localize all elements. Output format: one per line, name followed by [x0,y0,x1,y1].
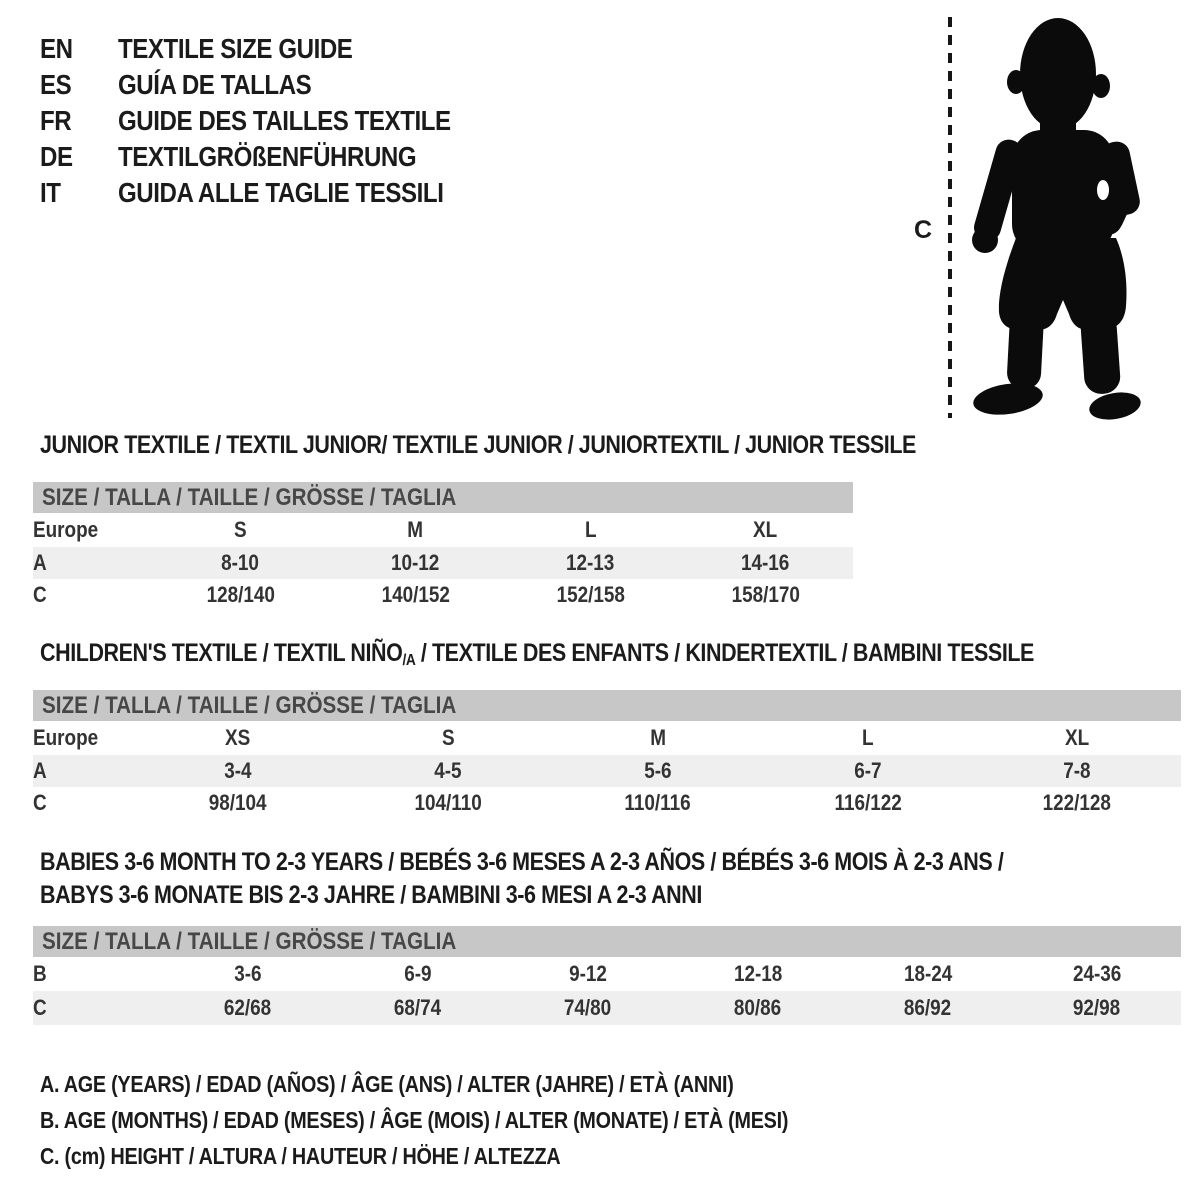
age-cell: 3-4 [133,755,343,787]
height-cell: 74/80 [503,991,673,1025]
months-cell: 9-12 [569,961,607,986]
legend [40,1066,910,1174]
col-header-size: M [650,725,666,750]
height-cell: 122/128 [1042,790,1112,815]
col-header-size: M [407,517,424,542]
language-code: EN [40,33,73,64]
age-cell: 4-5 [343,755,553,787]
children-section-title: CHILDREN'S TEXTILE / TEXTIL NIÑO/A / TEXTILE DES ENFANTS / KINDERTEXTIL / BAMBINI TESSILE [40,639,1034,669]
junior-size-table [33,482,853,611]
table-row-age [33,547,853,579]
size-header-bar: SIZE / TALLA / TAILLE / GRÖSSE / TAGLIA [33,482,853,513]
language-row-fr [40,103,505,139]
language-code: ES [40,69,72,100]
col-header-size: XL [1064,725,1090,750]
col-header-size: S [441,725,455,750]
toddler-silhouette-icon [938,12,1153,422]
babies-size-table [33,926,1181,1025]
height-cell: 140/152 [381,582,450,607]
col-header-size: L [584,517,597,542]
language-title: TEXTILE SIZE GUIDE [118,33,353,64]
size-header-bar: SIZE / TALLA / TAILLE / GRÖSSE / TAGLIA [33,926,1181,957]
height-cell: 62/68 [163,991,333,1025]
col-header-size: S [234,517,247,542]
table-row-height [33,991,1181,1025]
size-header-bar: SIZE / TALLA / TAILLE / GRÖSSE / TAGLIA [33,690,1181,721]
age-cell: 6-7 [763,755,973,787]
age-cell: 10-12 [328,547,503,579]
height-cell: 158/170 [731,582,800,607]
table-row [33,721,1181,755]
legend-line-age-months: B. AGE (MONTHS) / EDAD (MESES) / ÂGE (MOIS) / ALTER (MONATE) / ETÀ (MESI) [40,1107,789,1133]
height-cell: 152/158 [556,582,625,607]
height-cell: 92/98 [1013,991,1181,1025]
months-cell: 3-6 [234,961,262,986]
height-cell: 110/116 [624,790,692,815]
language-header [40,31,505,211]
legend-line-age-years: A. AGE (YEARS) / EDAD (AÑOS) / ÂGE (ANS) / ALTER (JAHRE) / ETÀ (ANNI) [40,1071,734,1097]
age-cell: 7-8 [973,755,1181,787]
col-header-size: L [862,725,874,750]
height-cell: 86/92 [843,991,1013,1025]
children-size-table [33,690,1181,819]
age-cell: 5-6 [553,755,763,787]
col-header-region: Europe [33,725,99,750]
months-cell: 18-24 [903,961,953,986]
months-cell: 24-36 [1072,961,1122,986]
language-title: GUIDE DES TAILLES TEXTILE [118,105,451,136]
row-label: C [33,790,47,815]
language-code: DE [40,141,73,172]
months-cell: 12-18 [733,961,783,986]
row-label: C [33,991,163,1025]
language-code: IT [40,177,61,208]
age-cell: 12-13 [503,547,678,579]
language-title: GUÍA DE TALLAS [118,69,312,100]
col-header-size: XL [753,517,778,542]
table-row [33,513,853,547]
height-cell: 80/86 [673,991,843,1025]
table-row-height [33,787,1181,819]
language-row-en [40,31,505,67]
language-title: GUIDA ALLE TAGLIE TESSILI [118,177,444,208]
months-cell: 6-9 [404,961,432,986]
language-title: TEXTILGRÖßENFÜHRUNG [118,141,417,172]
row-label: B [33,961,47,986]
height-cell: 104/110 [414,790,482,815]
height-cell: 98/104 [209,790,267,815]
table-row-months [33,957,1181,991]
age-cell: 14-16 [678,547,853,579]
height-cell: 128/140 [206,582,275,607]
table-row-height [33,579,853,611]
language-row-it [40,175,505,211]
language-row-de [40,139,505,175]
height-cell: 116/122 [834,790,902,815]
language-code: FR [40,105,72,136]
junior-section-title: JUNIOR TEXTILE / TEXTIL JUNIOR/ TEXTILE JUNIOR / JUNIORTEXTIL / JUNIOR TESSILE [40,431,916,459]
col-header-region: Europe [33,517,99,542]
nino-a-subscript: /A [402,652,416,669]
height-measure-label: C [913,216,933,244]
row-label: A [33,755,133,787]
table-row-age [33,755,1181,787]
height-cell: 68/74 [333,991,503,1025]
col-header-size: XS [225,725,251,750]
babies-section-title: BABIES 3-6 MONTH TO 2-3 YEARS / BEBÉS 3-6 MESES A 2-3 AÑOS / BÉBÉS 3-6 MOIS À 2-3 ANS / BABYS 3-6 MONATE BIS 2-3 JAHRE / BAMBINI 3-6 MESI A 2-3 ANNI [40,848,1004,909]
row-label: A [33,547,153,579]
legend-line-height-cm: C. (cm) HEIGHT / ALTURA / HAUTEUR / HÖHE / ALTEZZA [40,1143,561,1169]
language-row-es [40,67,505,103]
age-cell: 8-10 [153,547,328,579]
row-label: C [33,582,47,607]
